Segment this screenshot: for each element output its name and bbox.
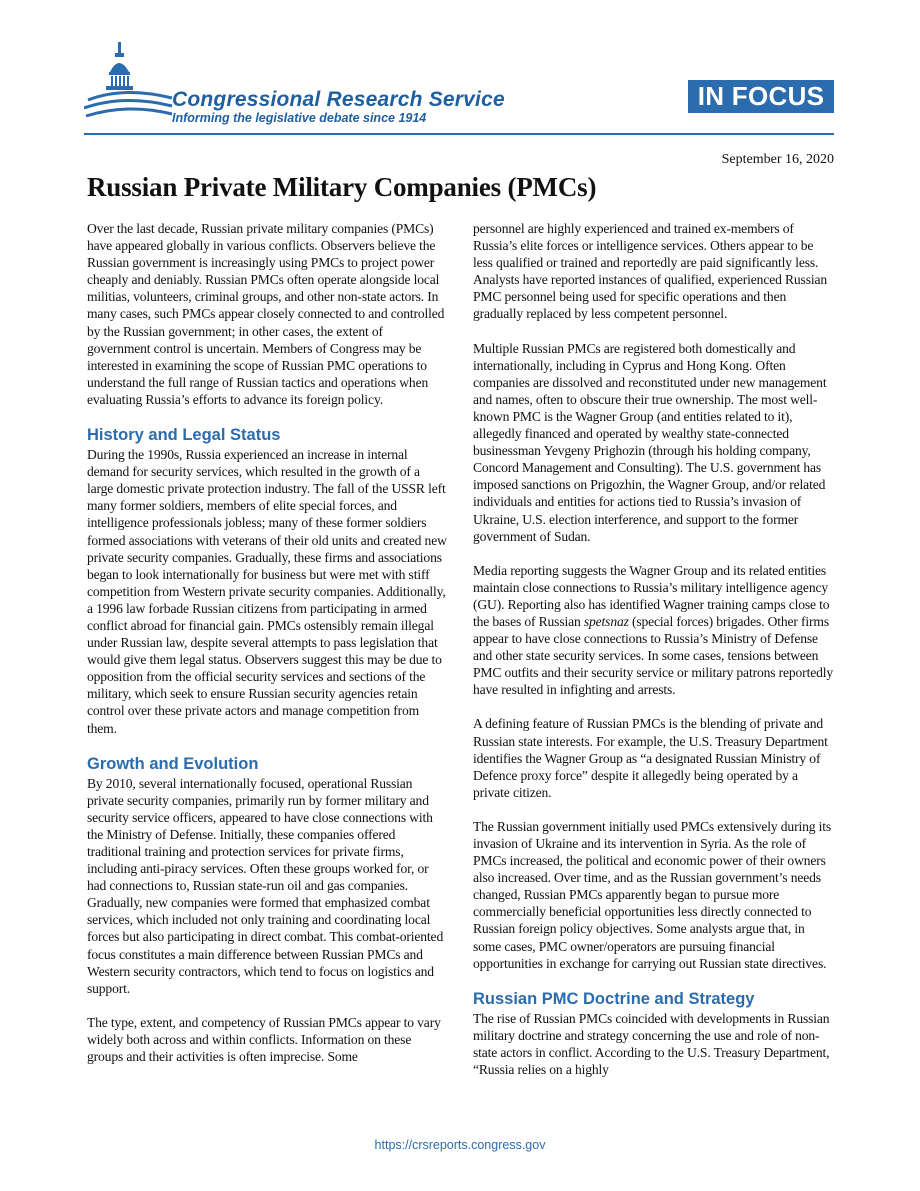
type-paragraph: The type, extent, and competency of Russian PMCs appear to vary widely both across and within conflicts. Information on these groups and their activities is often imprecise. Some <box>87 1014 441 1065</box>
intro-paragraph: Over the last decade, Russian private military companies (PMCs) have appeared globally in various conflicts. Observers believe the Russian government is increasingly using PMCs to project power cheaply and deniably. Russian PMCs often operate alongside local militias, volunteers, criminal groups, and other non-state actors. In many cases, such PMCs appear closely connected to and controlled by the Russian government; in other cases, the extent of government control is uncertain. Members of Congress may be interested in examining the scope of Russian PMC operations to understand the full range of Russian tactics and operations when evaluating Russia’s efforts to advance its foreign policy. <box>87 221 445 407</box>
report-header <box>0 0 920 140</box>
growth-paragraph: By 2010, several internationally focused, operational Russian private security companies, primarily run by former military and security service officers, appeared to have close connections with the Ministry of Defense. Initially, these companies offered traditional training and protection services for private firms, including anti-piracy services. Often these groups worked for, or had connections to, Russian state-run oil and gas companies. Gradually, new companies were formed that emphasized combat services, which included not only training and coordinating local forces but also participating in direct combat. This combat-oriented focus constitutes a main difference between Russian PMCs and Western security contractors, which tend to focus on logistics and support. <box>87 775 444 996</box>
blending-paragraph: A defining feature of Russian PMCs is the blending of private and Russian state interests. For example, the U.S. Treasury Department identifies the Wagner Group as “a designated Russian Ministry of Defence proxy force” despite it allegedly being operated by a private citizen. <box>473 716 828 800</box>
section-heading-growth: Growth and Evolution <box>87 754 259 773</box>
page-title: Russian Private Military Companies (PMCs) <box>87 172 597 202</box>
doctrine-paragraph: The rise of Russian PMCs coincided with developments in Russian military doctrine and strategy concerning the use and role of non-state actors in conflict. According to the U.S. Treasury Department, “Russia relies on a highly <box>473 1010 830 1078</box>
org-name: Congressional Research Service <box>172 88 505 111</box>
header-divider <box>84 133 834 135</box>
left-column <box>87 220 449 1082</box>
government-use-paragraph: The Russian government initially used PMCs extensively during its invasion of Ukraine and its intervention in Syria. As the role of PMCs increased, the political and economic power of their owners also increased. Over time, and as the Russian government’s needs changed, Russian PMCs apparently began to pursue more commercially beneficial opportunities less directly connected to Russian foreign policy objectives. Some analysts argue that, in some cases, PMC owner/operators are pursuing financial opportunities in exchange for carrying out Russian state directives. <box>473 818 832 971</box>
capitol-dome-icon <box>84 40 174 125</box>
report-date: September 16, 2020 <box>721 152 834 167</box>
wagner-text-end: (special forces) brigades. Other firms appear to have close connections to Russia’s Ministry of Defense and other state security services. In some cases, tensions between PMC outfits and their security service or military patrons reportedly have resulted in infighting and arrests. <box>473 613 833 698</box>
wagner-text-start: Media reporting suggests the Wagner Group and its related entities maintain close connections to Russia’s military intelligence agency (GU). Reporting also has identified Wagner training camps close to the bases of Russian <box>473 562 830 629</box>
footer-url[interactable]: https://crsreports.congress.gov <box>374 1138 546 1152</box>
section-heading-doctrine: Russian PMC Doctrine and Strategy <box>473 989 755 1008</box>
wagner-paragraph <box>473 562 835 699</box>
personnel-paragraph: personnel are highly experienced and trained ex-members of Russia’s elite forces or intelligence services. Others appear to be less qualified or trained and reportedly are paid significantly less. Analysts have reported instances of qualified, experienced Russian PMC personnel being used for specific operations and then gradually replaced by less competent personnel. <box>473 221 827 322</box>
section-heading-history: History and Legal Status <box>87 426 281 445</box>
history-paragraph: During the 1990s, Russia experienced an increase in internal demand for security services, which resulted in the growth of a large domestic private protection industry. The fall of the USSR left many former soldiers, members of elite special forces, and intelligence professionals jobless; many of these former soldiers formed associations with veterans of their old units and created new private security companies. Gradually, these firms and associations began to look internationally for business but were met with stiff competition from Western private security companies. Additionally, a 1996 law forbade Russian citizens from participating in armed conflict abroad for financial gain. PMCs ostensibly remain illegal under Russian law, despite several attempts to pass legislation that would give them legal status. Observers suggest this may be due to opposition from the official security services and sections of the military, which seek to ensure Russian security agencies retain control over these private actors and manage competition from them. <box>87 447 447 736</box>
in-focus-badge: IN FOCUS <box>688 80 834 113</box>
right-column <box>473 220 835 1095</box>
registration-paragraph: Multiple Russian PMCs are registered both domestically and internationally, including in Cyprus and Hong Kong. Often companies are dissolved and reconstituted under new management and names, often to obscure their true ownership. The most well-known PMC is the Wagner Group (and entities related to it), allegedly financed and operated by wealthy state-connected businessman Yevgeny Prighozin (through his holding company, Concord Management and Consulting). The U.S. government has imposed sanctions on Prigozhin, the Wagner Group, and/or related individuals and entities for actions tied to Russia’s invasion of Ukraine, U.S. election interference, and support to the former government of Sudan. <box>473 340 827 544</box>
org-tagline: Informing the legislative debate since 1914 <box>172 111 427 125</box>
spetsnaz-term: spetsnaz <box>583 613 629 629</box>
